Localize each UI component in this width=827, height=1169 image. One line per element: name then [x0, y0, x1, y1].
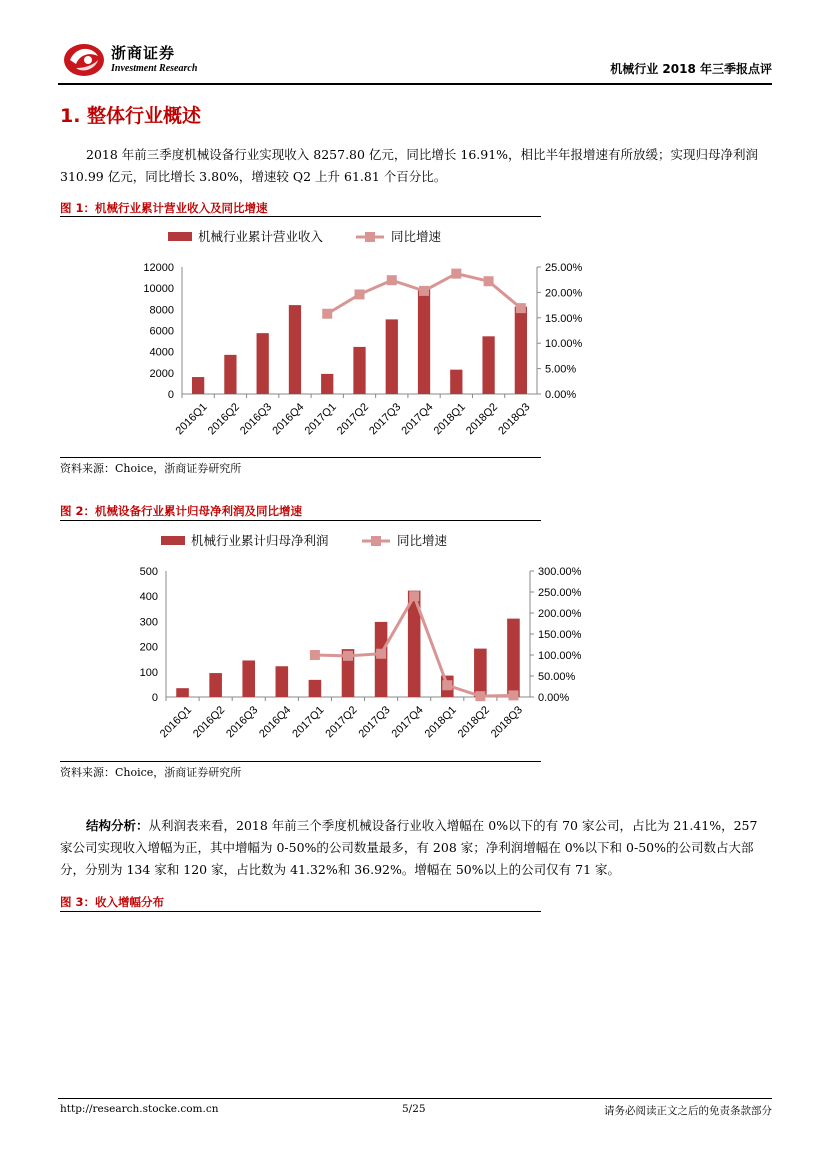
bar-2017Q1 [309, 680, 322, 697]
figure2-chart [60, 521, 582, 761]
x-tick-label: 2018Q3 [488, 704, 526, 741]
y-left-tick-label: 300 [139, 616, 158, 629]
figure3-caption: 图 3：收入增幅分布 [60, 895, 165, 909]
page-number: 5/25 [402, 1103, 426, 1115]
x-tick-label: 2016Q4 [270, 401, 307, 438]
x-tick-label: 2017Q3 [356, 704, 393, 741]
y-left-tick-label: 8000 [149, 304, 174, 317]
logo-name: 浙商证券 [111, 44, 176, 62]
bar-2017Q4 [418, 288, 430, 394]
growth-point [355, 289, 365, 299]
legend-bar-label: 机械行业累计营业收入 [198, 229, 324, 244]
growth-point [310, 650, 320, 660]
bar-2018Q2 [474, 649, 487, 697]
y-left-tick-label: 400 [139, 591, 158, 604]
bar-2017Q3 [386, 319, 398, 394]
x-tick-label: 2016Q3 [238, 401, 275, 438]
footer-disclaimer: 请务必阅读正文之后的免责条款部分 [604, 1105, 772, 1117]
y-right-tick-label: 250.00% [538, 587, 582, 599]
y-right-tick-label: 100.00% [538, 650, 582, 662]
y-right-tick-label: 300.00% [538, 566, 582, 578]
x-tick-label: 2018Q1 [422, 704, 459, 741]
growth-point [442, 680, 452, 690]
logo-subtitle: Investment Research [111, 63, 198, 74]
growth-point [409, 591, 419, 601]
x-tick-label: 2017Q4 [389, 704, 426, 741]
figure2-chart-area [60, 521, 582, 761]
figure2-caption: 图 2：机械设备行业累计归母净利润及同比增速 [60, 504, 303, 518]
intro-text: 2018 年前三季度机械设备行业实现收入 8257.80 亿元，同比增长 16.91%，相比半年报增速有所放缓；实现归母净利润 310.99 亿元，同比增长 3.80%，增速较 Q2 上升 61.81 个百分比。 [60, 147, 759, 184]
y-right-tick-label: 0.00% [545, 389, 577, 401]
bar-2018Q3 [507, 619, 520, 697]
y-right-tick-label: 5.00% [545, 363, 577, 376]
legend-bar-swatch [168, 232, 192, 241]
x-tick-label: 2017Q2 [323, 704, 360, 741]
figure1-chart [60, 217, 583, 457]
y-right-tick-label: 25.00% [545, 262, 583, 274]
header [0, 0, 827, 90]
footer-rule [58, 1098, 772, 1099]
bar-2017Q2 [353, 347, 365, 394]
x-tick-label: 2017Q1 [302, 401, 339, 438]
y-left-tick-label: 10000 [143, 283, 174, 296]
x-tick-label: 2016Q4 [257, 704, 294, 741]
legend-bar-swatch [161, 536, 185, 545]
figure1-source: 资料来源：Choice，浙商证券研究所 [60, 462, 242, 475]
x-tick-label: 2016Q3 [224, 704, 261, 741]
figure1-bottom-rule [60, 457, 541, 458]
section-title: 1. 整体行业概述 [60, 105, 202, 127]
legend-bar-label: 机械行业累计归母净利润 [191, 533, 329, 548]
x-tick-label: 2016Q2 [191, 704, 228, 741]
x-tick-label: 2016Q1 [173, 401, 210, 438]
y-left-tick-label: 200 [139, 641, 158, 654]
footer-url[interactable]: http://research.stocke.com.cn [60, 1103, 219, 1115]
y-right-tick-label: 20.00% [545, 287, 583, 300]
growth-point [376, 649, 386, 659]
growth-point [475, 691, 485, 701]
x-tick-label: 2018Q2 [463, 401, 501, 438]
y-left-tick-label: 500 [139, 566, 158, 578]
y-left-tick-label: 4000 [149, 346, 174, 359]
y-right-tick-label: 0.00% [538, 692, 570, 704]
x-tick-label: 2018Q1 [431, 401, 468, 438]
x-tick-label: 2018Q3 [496, 401, 533, 438]
y-left-tick-label: 2000 [149, 367, 174, 380]
x-tick-label: 2016Q1 [157, 704, 195, 741]
bar-2016Q2 [224, 355, 236, 394]
legend-line-marker [365, 232, 375, 242]
y-left-tick-label: 12000 [143, 262, 174, 274]
bar-2017Q1 [321, 374, 333, 394]
growth-point [516, 303, 526, 313]
legend-line-label: 同比增速 [397, 533, 448, 548]
y-right-tick-label: 15.00% [545, 312, 583, 325]
bar-2016Q4 [289, 305, 301, 394]
bar-2016Q4 [276, 666, 289, 697]
legend-line-label: 同比增速 [391, 229, 442, 244]
intro-paragraph [60, 144, 772, 188]
y-left-tick-label: 100 [139, 666, 158, 679]
figure1-chart-area [60, 217, 583, 457]
growth-point [387, 275, 397, 285]
x-tick-label: 2017Q4 [399, 401, 436, 438]
bar-2016Q1 [176, 688, 189, 697]
analysis-paragraph [60, 815, 772, 881]
x-tick-label: 2017Q2 [334, 401, 372, 438]
growth-point [451, 269, 461, 279]
header-rule [58, 83, 772, 85]
bar-2018Q3 [515, 307, 527, 394]
analysis-label: 结构分析： [86, 818, 149, 833]
growth-point [484, 276, 494, 286]
growth-point [508, 690, 518, 700]
bar-2016Q1 [192, 377, 204, 394]
bar-2017Q3 [375, 622, 388, 697]
y-left-tick-label: 0 [167, 389, 174, 401]
y-right-tick-label: 150.00% [538, 629, 582, 641]
legend-line-marker [371, 536, 381, 546]
y-right-tick-label: 50.00% [538, 671, 576, 683]
x-tick-label: 2017Q3 [367, 401, 404, 438]
growth-point [322, 309, 332, 319]
bar-2016Q3 [242, 660, 255, 697]
bar-2018Q1 [450, 370, 462, 394]
growth-point [343, 651, 353, 661]
figure2-bottom-rule [60, 761, 541, 762]
x-tick-label: 2018Q2 [455, 704, 492, 741]
x-tick-label: 2017Q1 [290, 704, 327, 741]
bar-2016Q2 [209, 673, 222, 697]
y-right-tick-label: 200.00% [538, 608, 582, 620]
figure2-source: 资料来源：Choice，浙商证券研究所 [60, 766, 242, 779]
analysis-text [60, 815, 772, 881]
bar-2018Q2 [482, 336, 494, 394]
growth-point [419, 286, 429, 296]
y-right-tick-label: 10.00% [545, 338, 583, 351]
analysis-body: 从利润表来看，2018 年前三个季度机械设备行业收入增幅在 0%以下的有 70 家公司，占比为 21.41%，257 家公司实现收入增幅为正，其中增幅为 0-50%的公司数量最多，有 208 家；净利润增幅在 0%以下和 0-50%的公司数占大部分，分别为 134 家和 120 家，占比数为 41.32%和 36.92%。增幅在 50%以上的公司仅有 71 家。 [60, 818, 758, 877]
figure1-caption: 图 1：机械行业累计营业收入及同比增速 [60, 201, 268, 215]
report-title: 机械行业 2018 年三季报点评 [610, 62, 772, 76]
logo-icon [62, 40, 106, 78]
x-tick-label: 2016Q2 [205, 401, 242, 438]
figure3-top-rule [60, 911, 541, 912]
y-left-tick-label: 6000 [149, 325, 174, 338]
bar-2016Q3 [257, 333, 269, 394]
y-left-tick-label: 0 [151, 692, 158, 704]
